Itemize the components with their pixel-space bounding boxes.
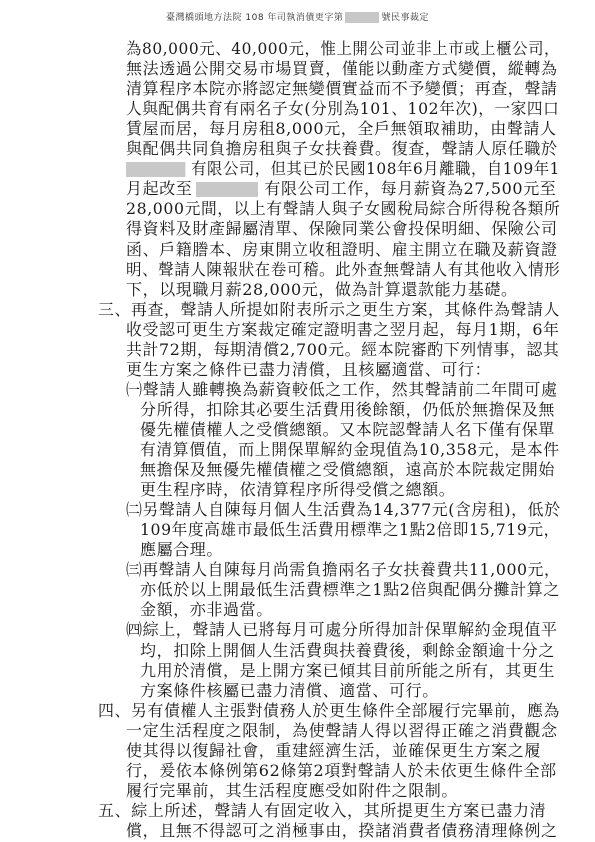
item-two-heading-line: ㈡另聲請人自陳每月個人生活費為14,377元(含房租)，低於	[126, 500, 561, 520]
text-line: 無擔保及無優先權債權之受償總額，遠高於本院裁定開始	[140, 460, 556, 480]
text-line: 九用於清償，是上開方案已傾其目前所能之所有，其更生	[140, 660, 556, 680]
text-line: 償，且無不得認可之消極事由，揆諸消費者債務清理條例之	[126, 821, 558, 840]
text-line: 使其得以復歸社會，重建經濟生活，並確保更生方案之履	[126, 740, 542, 760]
text-line: 無法透過公開交易市場買賣，僅能以動產方式變價，縱轉為	[126, 59, 558, 79]
redacted-company-name	[126, 162, 185, 177]
text-line: 更生程序時，依清算程序所得受償之總額。	[140, 480, 456, 500]
section-five-heading-line: 五、綜上所述，聲請人有固定收入，其所提更生方案已盡力清	[98, 800, 547, 820]
item-four-heading-line: ㈣綜上，聲請人已將每月可處分所得加計保單解約金現值平	[126, 620, 558, 640]
text-line: 清算程序本院亦將認定無變價實益而不予變價；再查，聲請	[126, 79, 558, 99]
item-one-heading-line: ㈠聲請人雖轉換為薪資較低之工作，然其聲請前二年間可處	[126, 379, 558, 399]
text-line: 28,000元間，以上有聲請人與子女國稅局綜合所得稅各類所	[126, 199, 561, 219]
text-line: 有限公司工作，每月薪資為27,500元至	[264, 179, 557, 199]
text-line: 方案條件核屬已盡力清償、適當、可行。	[140, 680, 439, 700]
text-line: 有清算價值，而上開保單解約金現值為10,358元，是本件	[140, 440, 560, 460]
text-line: 得資料及財產歸屬清單、保險同業公會投保明細、保險公司	[126, 219, 558, 239]
text-line: 收受認可更生方案裁定確定證明書之翌月起，每月1期，6年	[126, 319, 560, 339]
header-court-text: 臺灣橋頭地方法院 108 年司執消債更字第	[166, 13, 344, 23]
text-line: 優先權債權人之受償總額。又本院認聲請人名下僅有保單	[140, 419, 556, 439]
text-line: 明、聲請人陳報狀在卷可稽。此外查無聲請人有其他收入情形	[126, 259, 561, 279]
redacted-case-number	[345, 12, 379, 23]
text-line: 一定生活程度之限制，為使聲請人得以習得正確之消費觀念	[126, 720, 558, 740]
header-ruling-text: 號民事裁定	[381, 13, 429, 23]
text-line: 月起改至	[126, 179, 193, 199]
page-header	[0, 10, 595, 23]
text-line: 下，以現職月薪28,000元，做為計算還款能力基礎。	[126, 279, 518, 299]
text-line: 109年度高雄市最低生活費用標準之1點2倍即15,719元，	[140, 520, 560, 540]
text-line: 更生方案之條件已盡力清償，且核屬適當、可行：	[126, 359, 492, 379]
text-line: 亦低於以上開最低生活費標準之1點2倍與配偶分攤計算之	[140, 580, 560, 600]
section-three-heading-line: 三、再查，聲請人所提如附表所示之更生方案，其條件為聲請人	[98, 299, 561, 319]
text-line: 履行完畢前，其生活程度應受如附件之限制。	[126, 780, 459, 800]
item-three-heading-line: ㈢再聲請人自陳每月尚需負擔兩名子女扶養費共11,000元，	[126, 560, 561, 580]
text-line: 函、戶籍謄本、房東開立收租證明、雇主開立在職及薪資證	[126, 239, 558, 259]
text-line: 賃屋而居，每月房租8,000元，全戶無領取補助，由聲請人	[126, 119, 557, 139]
text-line: 共計72期，每期清償2,700元。經本院審酌下列情事，認其	[126, 339, 560, 359]
text-line: 均，扣除上開個人生活費與扶養費後，剩餘金額逾十分之	[140, 640, 556, 660]
text-line: 分所得，扣除其必要生活費用後餘額，仍低於無擔保及無	[140, 399, 556, 419]
text-line: 應屬合理。	[140, 540, 224, 560]
text-line: 有限公司，但其已於民國108年6月離職，自109年1	[191, 159, 561, 179]
section-four-heading-line: 四、另有債權人主張對債務人於更生條件全部履行完畢前，應為	[98, 700, 561, 720]
text-line: 為80,000元、40,000元，惟上開公司並非上市或上櫃公司，	[126, 39, 561, 58]
text-line: 與配偶共同負擔房租與子女扶養費。復查，聲請人原任職於	[126, 139, 558, 159]
text-line: 人與配偶共育有兩名子女(分別為101、102年次)，一家四口	[126, 99, 560, 119]
redacted-company-name	[196, 182, 258, 197]
text-line: 金額，亦非過當。	[140, 600, 273, 620]
text-line: 行，爰依本條例第62條第2項對聲請人於未依更生條件全部	[126, 760, 557, 780]
